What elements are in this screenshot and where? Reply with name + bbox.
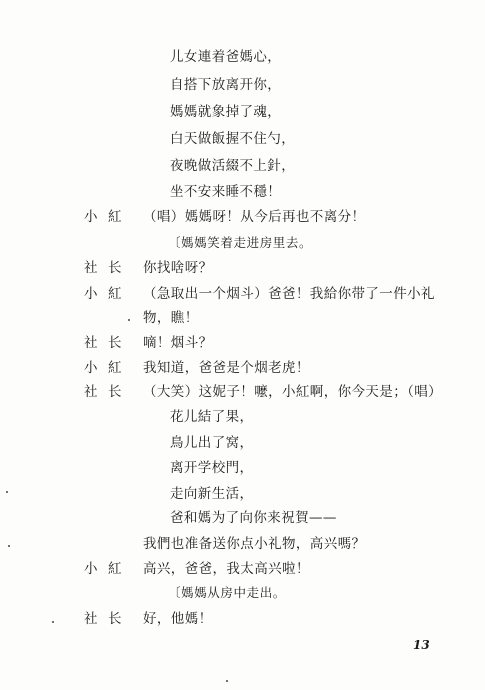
speaker-label: 小 紅	[84, 561, 122, 577]
dialogue-line: 我知道，爸爸是个烟老虎！	[143, 360, 310, 376]
print-speck	[6, 491, 8, 493]
verse-line: 爸和媽为了向你来祝賀——	[170, 510, 337, 526]
print-speck	[226, 680, 228, 682]
verse-line: 白天做飯握不住勺，	[170, 131, 296, 147]
speaker-label: 社 长	[84, 335, 122, 351]
dialogue-line: （唱）媽媽呀！从今后再也不离分！	[143, 209, 366, 225]
dialogue-line: （急取出一个烟斗）爸爸！我給你带了一件小礼	[143, 286, 435, 302]
speaker-label: 小 紅	[84, 209, 122, 225]
page-number: 13	[413, 638, 430, 652]
stage-direction: 〔媽媽从房中走出。	[168, 585, 286, 600]
verse-line: 媽媽就象掉了魂，	[170, 104, 282, 120]
dialogue-continuation: 物，瞧！	[143, 310, 199, 326]
dialogue-line: 嘀！烟斗？	[143, 335, 213, 351]
dialogue-line: 高兴，爸爸，我太高兴啦！	[143, 561, 310, 577]
verse-line: 花儿結了果，	[170, 409, 254, 425]
speaker-label: 社 长	[84, 611, 122, 627]
dialogue-line: （大笑）这妮子！嚒，小紅啊，你今天是；（唱）	[143, 384, 443, 400]
speaker-label: 小 紅	[84, 286, 122, 302]
dialogue-line: 好，他媽！	[143, 611, 213, 627]
speaker-label: 小 紅	[84, 360, 122, 376]
verse-line: 离开学校門，	[170, 460, 254, 476]
verse-line: 夜晚做活綴不上針，	[170, 158, 296, 174]
speaker-label: 社 长	[84, 260, 122, 276]
verse-line: 儿女連着爸媽心，	[170, 49, 282, 65]
print-speck	[8, 545, 10, 547]
print-speck	[128, 319, 130, 321]
verse-line: 鳥儿出了窝，	[170, 435, 254, 451]
verse-line: 走向新生活，	[170, 486, 254, 502]
verse-line: 自搭下放离开你，	[170, 77, 282, 93]
stage-direction: 〔媽媽笑着走进房里去。	[168, 235, 313, 250]
dialogue-line: 你找啥呀？	[143, 260, 213, 276]
print-speck	[52, 621, 54, 623]
speaker-label: 社 长	[84, 384, 122, 400]
verse-line: 我們也准备送你点小礼物，高兴嗎？	[143, 536, 366, 552]
verse-line: 坐不安来睡不穩！	[170, 184, 282, 200]
